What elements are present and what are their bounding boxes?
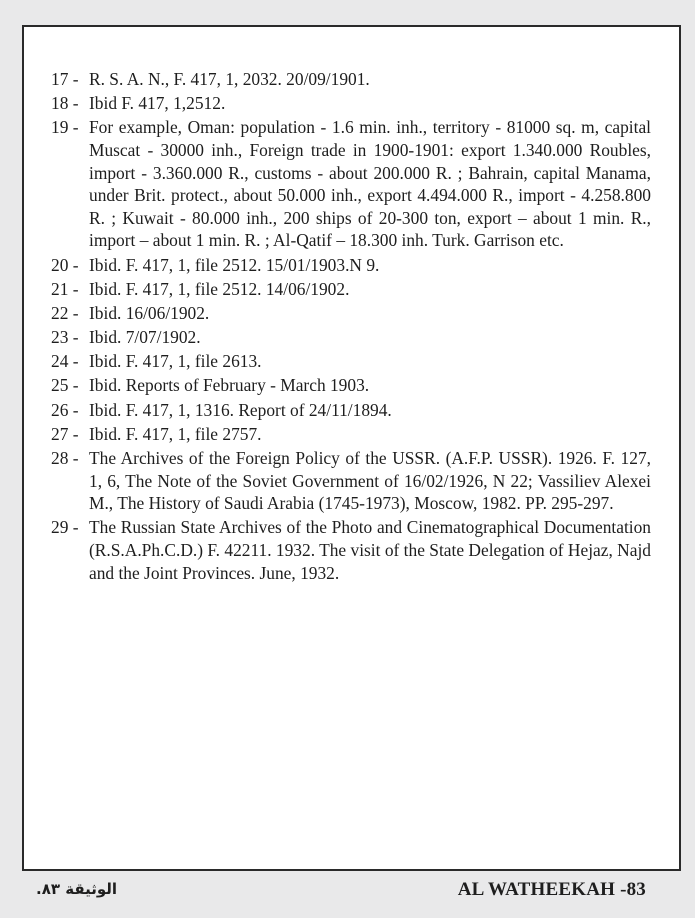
footnote-text: Ibid. F. 417, 1, file 2757. bbox=[89, 423, 262, 444]
footer-arabic-page-label: الوثيقة ٨٣. bbox=[36, 880, 118, 898]
page-footer bbox=[0, 871, 695, 918]
footnote-number: 23 - bbox=[51, 327, 79, 348]
footnote-24 bbox=[51, 350, 651, 373]
footnote-number: 20 - bbox=[51, 254, 79, 275]
footnote-text: The Russian State Archives of the Photo and Cinematographical Documentation (R.S.A.Ph.C.D.) F. 42211. 1932. The visit of the State Delegation of Hejaz, Najd and the Joint Provinces. June, 1932. bbox=[89, 517, 651, 583]
footer-journal-page-label: AL WATHEEKAH -83 bbox=[457, 879, 646, 900]
footnote-26 bbox=[51, 399, 651, 422]
footnote-text: Ibid. 7/07/1902. bbox=[89, 327, 201, 348]
footnote-23 bbox=[51, 326, 651, 349]
footnote-number: 21 - bbox=[51, 278, 79, 299]
footnote-number: 26 - bbox=[51, 399, 79, 420]
footnote-number: 29 - bbox=[51, 517, 79, 538]
footnote-number: 25 - bbox=[51, 375, 79, 396]
footnote-21 bbox=[51, 278, 651, 301]
footnote-number: 18 - bbox=[51, 93, 79, 114]
footnote-text: For example, Oman: population - 1.6 min. inh., territory - 81000 sq. m, capital Muscat - 30000 inh., Foreign trade in 1900-1901: export 1.340.000 Roubles, import - 3.360.000 R., customs - about 200.000 R. ; Bahrain, capital Manama, under Brit. protect., about 50.000 inh., export 4.494.000 R., import - 4.258.800 R. ; Kuwait - 80.000 inh., 200 ships of 20-300 ton, export – about 1 min. R., import – about 1 min. R. ; Al-Qatif – 18.300 inh. Turk. Garrison etc. bbox=[89, 117, 651, 251]
footnote-18 bbox=[51, 92, 651, 115]
footnote-text: Ibid. F. 417, 1, file 2613. bbox=[89, 351, 262, 372]
footnotes-list bbox=[51, 68, 651, 586]
page-frame bbox=[22, 25, 681, 871]
footnote-19 bbox=[51, 116, 651, 252]
footnote-text: R. S. A. N., F. 417, 1, 2032. 20/09/1901. bbox=[89, 69, 370, 89]
footnote-text: Ibid. F. 417, 1, file 2512. 15/01/1903.N 9. bbox=[89, 254, 380, 275]
footnote-text: Ibid F. 417, 1,2512. bbox=[89, 93, 226, 114]
footnote-text: Ibid. F. 417, 1, file 2512. 14/06/1902. bbox=[89, 278, 350, 299]
footnote-number: 28 - bbox=[51, 448, 79, 469]
footnote-text: Ibid. Reports of February - March 1903. bbox=[89, 375, 370, 396]
footnote-number: 22 - bbox=[51, 302, 79, 323]
footnote-text: Ibid. F. 417, 1, 1316. Report of 24/11/1894. bbox=[89, 399, 392, 420]
footnote-number: 17 - bbox=[51, 69, 79, 89]
footnote-29 bbox=[51, 516, 651, 584]
footnote-22 bbox=[51, 302, 651, 325]
footnote-27 bbox=[51, 423, 651, 446]
footnote-17 bbox=[51, 68, 651, 91]
footnote-number: 27 - bbox=[51, 423, 79, 444]
footnote-25 bbox=[51, 374, 651, 397]
footnote-number: 19 - bbox=[51, 117, 79, 138]
footnote-20 bbox=[51, 254, 651, 277]
footnote-28 bbox=[51, 447, 651, 515]
footnote-number: 24 - bbox=[51, 351, 79, 372]
footnote-text: Ibid. 16/06/1902. bbox=[89, 302, 210, 323]
footnote-text: The Archives of the Foreign Policy of the USSR. (A.F.P. USSR). 1926. F. 127, 1, 6, The Note of the Soviet Government of 16/02/1926, N 22; Vassiliev Alexei M., The History of Saudi Arabia (1745-1973), Moscow, 1982. PP. 295-297. bbox=[89, 448, 651, 514]
